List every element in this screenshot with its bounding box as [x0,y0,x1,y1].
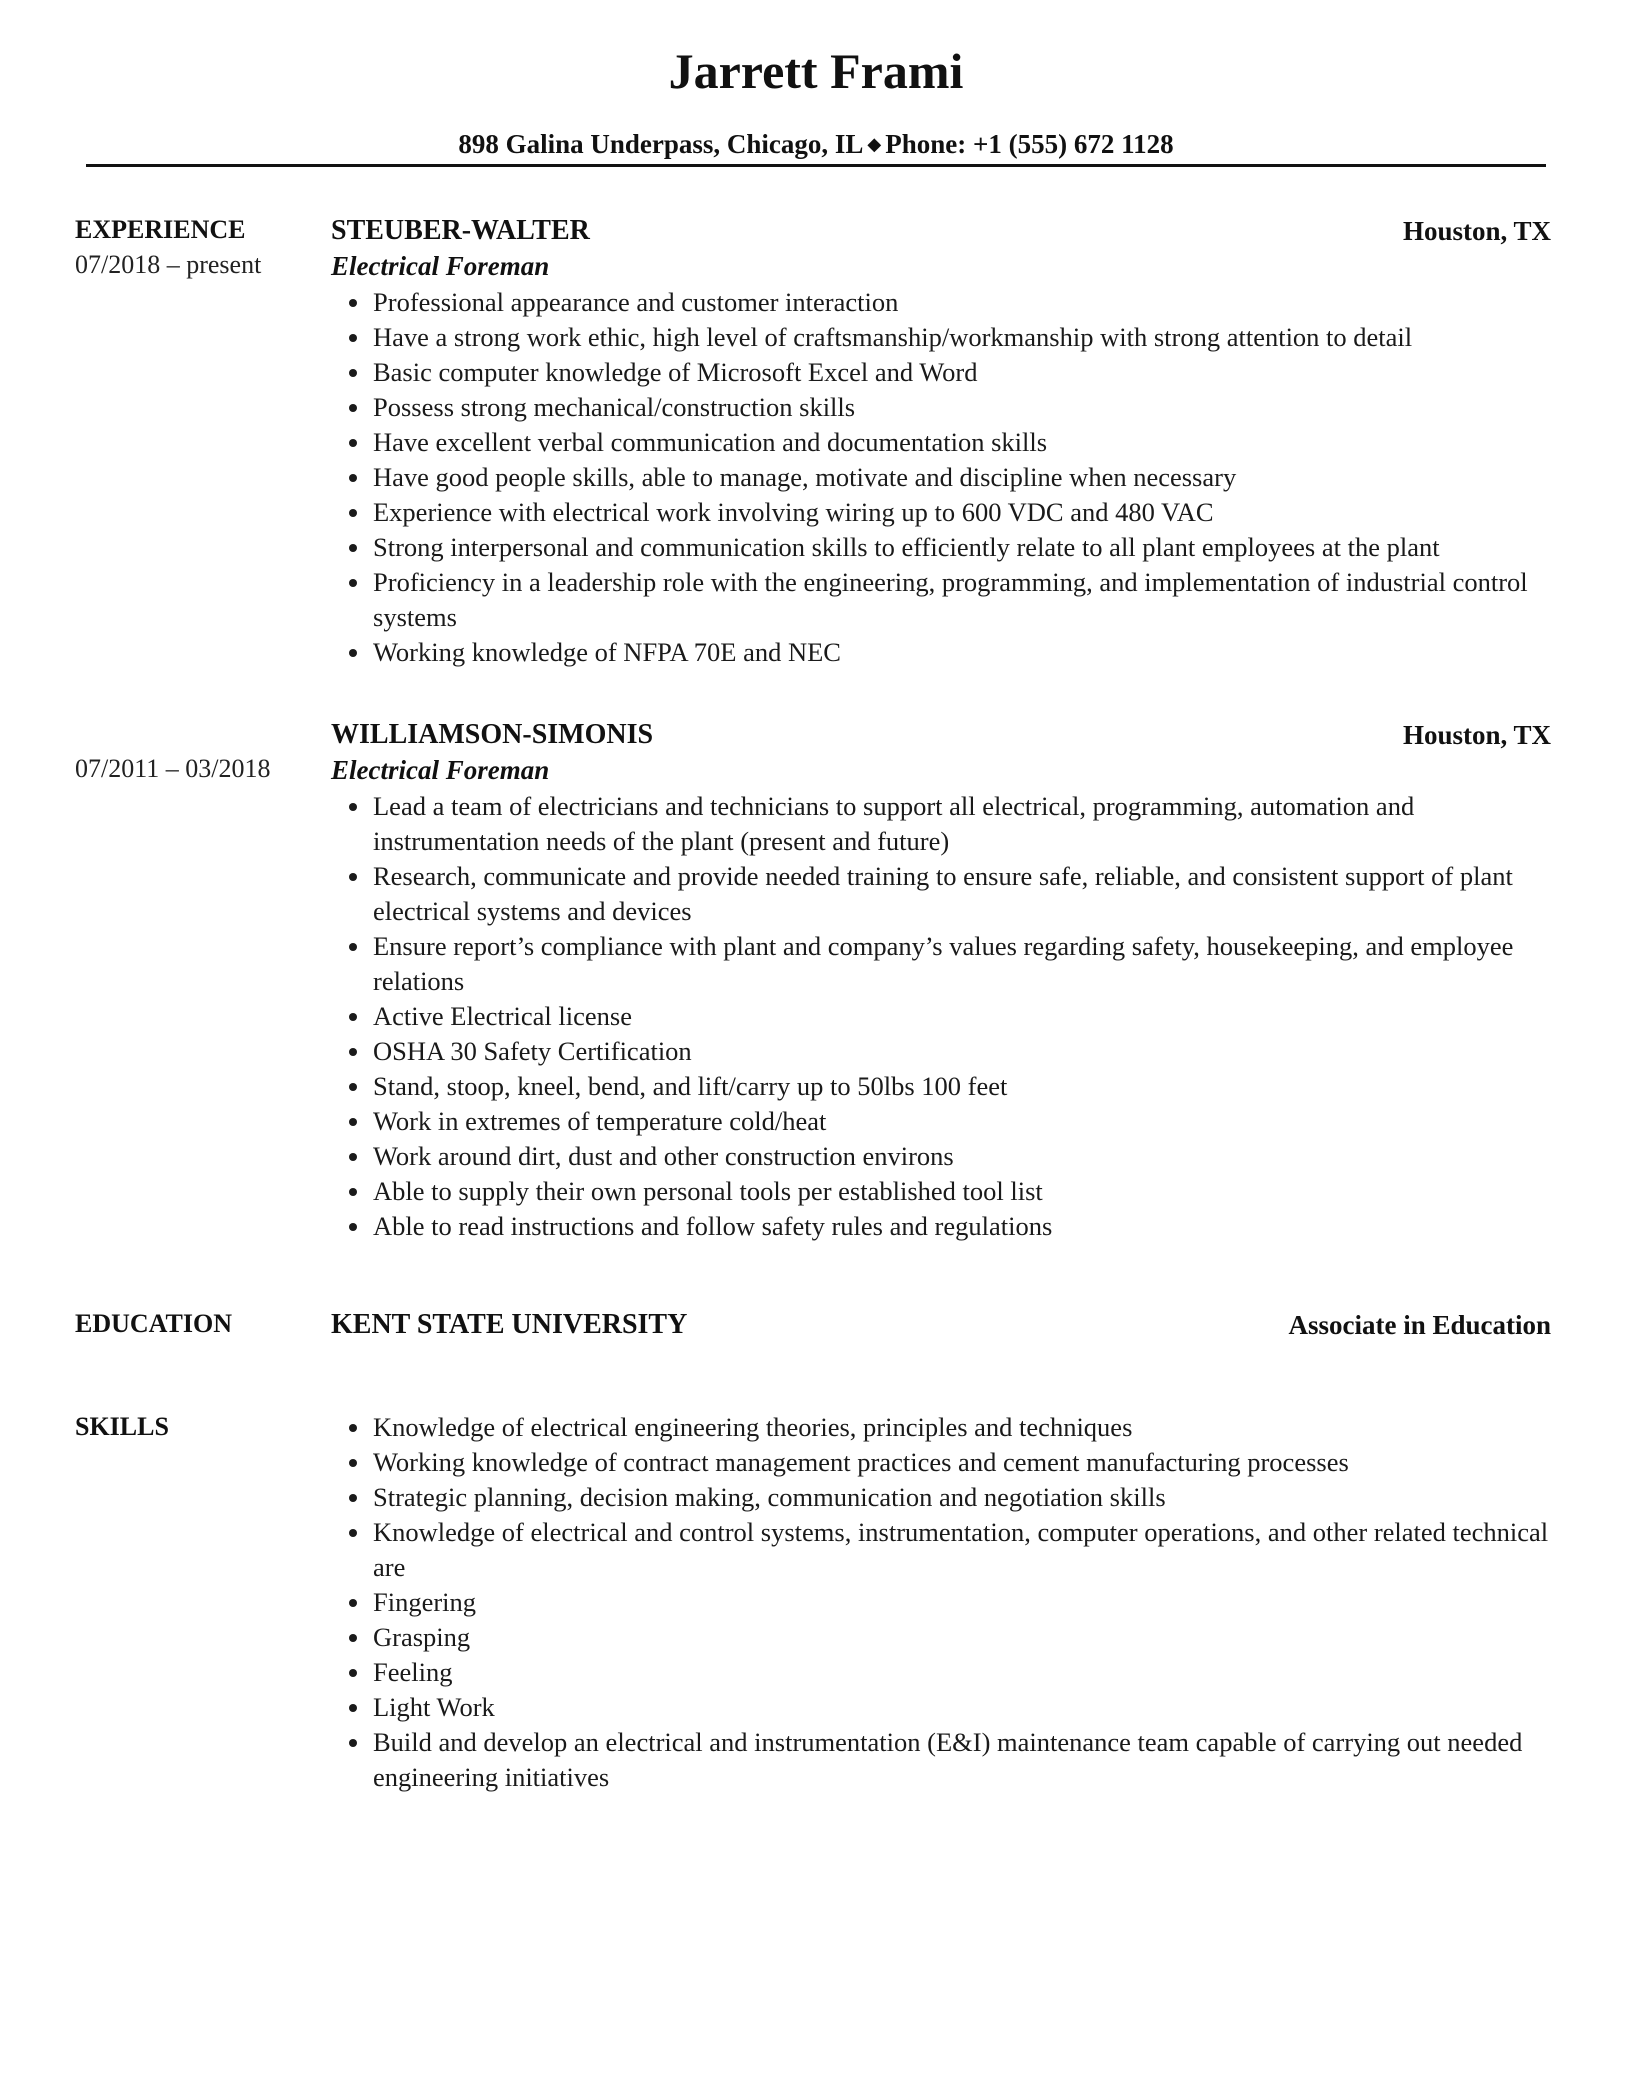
list-item-text: Ensure report’s compliance with plant and company’s values regarding safety, housekeeping, and employee relations [373,931,1514,996]
section-label-skills: SKILLS [75,1412,169,1441]
list-item [331,1139,1551,1174]
list-item [331,1174,1551,1209]
bullet-icon [349,1669,357,1677]
list-item-text: Build and develop an electrical and instrumentation (E&I) maintenance team capable of carrying out needed engineering initiatives [373,1727,1523,1792]
list-item [331,635,1551,670]
bullet-icon [349,474,357,482]
list-item [331,1725,1551,1795]
education-school: KENT STATE UNIVERSITY [331,1309,688,1340]
bullet-icon [349,1459,357,1467]
bullet-icon [349,1048,357,1056]
bullet-icon [349,1704,357,1712]
bullet-icon [349,1424,357,1432]
bullet-icon [349,1188,357,1196]
list-item-text: Able to supply their own personal tools per established tool list [373,1176,1043,1206]
list-item [331,1480,1551,1515]
header-divider [86,164,1546,167]
list-item-text: Grasping [373,1622,471,1652]
list-item [331,859,1551,929]
list-item-text: Working knowledge of NFPA 70E and NEC [373,637,841,667]
phone: Phone: +1 (555) 672 1128 [885,129,1174,159]
list-item [331,355,1551,390]
list-item [331,1620,1551,1655]
list-item-text: Research, communicate and provide needed training to ensure safe, reliable, and consistent support of plant electrical systems and devices [373,861,1513,926]
list-item-text: Experience with electrical work involving wiring up to 600 VDC and 480 VAC [373,497,1214,527]
list-item-text: Strong interpersonal and communication skills to efficiently relate to all plant employees at the plant [373,532,1440,562]
list-item [331,1585,1551,1620]
list-item [331,1104,1551,1139]
list-item [331,1034,1551,1069]
bullet-icon [349,1599,357,1607]
bullet-icon [349,1223,357,1231]
bullet-icon [349,1494,357,1502]
list-item-text: Light Work [373,1692,495,1722]
list-item-text: Fingering [373,1587,477,1617]
contact-line [0,126,1632,162]
bullet-icon [349,369,357,377]
diamond-separator-icon: ◆ [867,134,882,154]
bullet-icon [349,439,357,447]
job-1-header [331,213,1551,249]
bullet-icon [349,544,357,552]
bullet-icon [349,404,357,412]
bullet-icon [349,1083,357,1091]
list-item [331,390,1551,425]
job-2-bullets [331,789,1551,1244]
list-item-text: Stand, stoop, kneel, bend, and lift/carry up to 50lbs 100 feet [373,1071,1008,1101]
list-item [331,530,1551,565]
job-1-location: Houston, TX [1402,216,1551,246]
list-item [331,1069,1551,1104]
bullet-icon [349,873,357,881]
bullet-icon [349,299,357,307]
list-item-text: Able to read instructions and follow safety rules and regulations [373,1211,1053,1241]
list-item-text: Feeling [373,1657,453,1687]
job-2-header [331,717,1551,753]
list-item-text: Basic computer knowledge of Microsoft Excel and Word [373,357,978,387]
list-item [331,460,1551,495]
list-item [331,929,1551,999]
list-item-text: Lead a team of electricians and technicians to support all electrical, programming, automation and instrumentation needs of the plant (present and future) [373,791,1415,856]
bullet-icon [349,1739,357,1747]
list-item-text: OSHA 30 Safety Certification [373,1036,692,1066]
list-item-text: Professional appearance and customer interaction [373,287,899,317]
bullet-icon [349,334,357,342]
bullet-icon [349,943,357,951]
skills-bullets [331,1410,1551,1795]
job-2-dates: 07/2011 – 03/2018 [75,754,271,783]
list-item [331,789,1551,859]
list-item [331,320,1551,355]
address: 898 Galina Underpass, Chicago, IL [458,129,864,159]
section-label-experience: EXPERIENCE [75,215,246,244]
job-1-company: STEUBER-WALTER [331,215,590,246]
bullet-icon [349,509,357,517]
list-item [331,999,1551,1034]
job-1-bullets [331,285,1551,670]
list-item-text: Working knowledge of contract management practices and cement manufacturing processes [373,1447,1349,1477]
list-item-text: Active Electrical license [373,1001,632,1031]
list-item [331,1515,1551,1585]
list-item [331,565,1551,635]
education-degree: Associate in Education [1288,1310,1551,1340]
list-item [331,1209,1551,1244]
list-item-text: Work in extremes of temperature cold/heat [373,1106,827,1136]
bullet-icon [349,1634,357,1642]
bullet-icon [349,803,357,811]
list-item-text: Strategic planning, decision making, communication and negotiation skills [373,1482,1166,1512]
job-1-dates: 07/2018 – present [75,250,262,279]
list-item-text: Knowledge of electrical and control systems, instrumentation, computer operations, and other related technical are [373,1517,1549,1582]
list-item [331,1690,1551,1725]
list-item [331,1655,1551,1690]
bullet-icon [349,1013,357,1021]
list-item-text: Have a strong work ethic, high level of craftsmanship/workmanship with strong attention to detail [373,322,1413,352]
bullet-icon [349,1153,357,1161]
bullet-icon [349,1529,357,1537]
candidate-name: Jarrett Frami [668,43,964,99]
list-item-text: Work around dirt, dust and other construction environs [373,1141,954,1171]
job-2-title: Electrical Foreman [331,755,550,785]
list-item-text: Have good people skills, able to manage, motivate and discipline when necessary [373,462,1237,492]
list-item [331,495,1551,530]
list-item [331,425,1551,460]
education-header [331,1307,1551,1343]
job-1-title: Electrical Foreman [331,251,550,281]
list-item [331,1410,1551,1445]
job-2-company: WILLIAMSON-SIMONIS [331,719,654,750]
list-item [331,285,1551,320]
list-item-text: Proficiency in a leadership role with the engineering, programming, and implementation of industrial control systems [373,567,1528,632]
bullet-icon [349,579,357,587]
section-label-education: EDUCATION [75,1309,232,1338]
list-item-text: Have excellent verbal communication and documentation skills [373,427,1048,457]
job-2-location: Houston, TX [1402,720,1551,750]
list-item [331,1445,1551,1480]
bullet-icon [349,1118,357,1126]
list-item-text: Possess strong mechanical/construction skills [373,392,856,422]
list-item-text: Knowledge of electrical engineering theories, principles and techniques [373,1412,1133,1442]
bullet-icon [349,649,357,657]
